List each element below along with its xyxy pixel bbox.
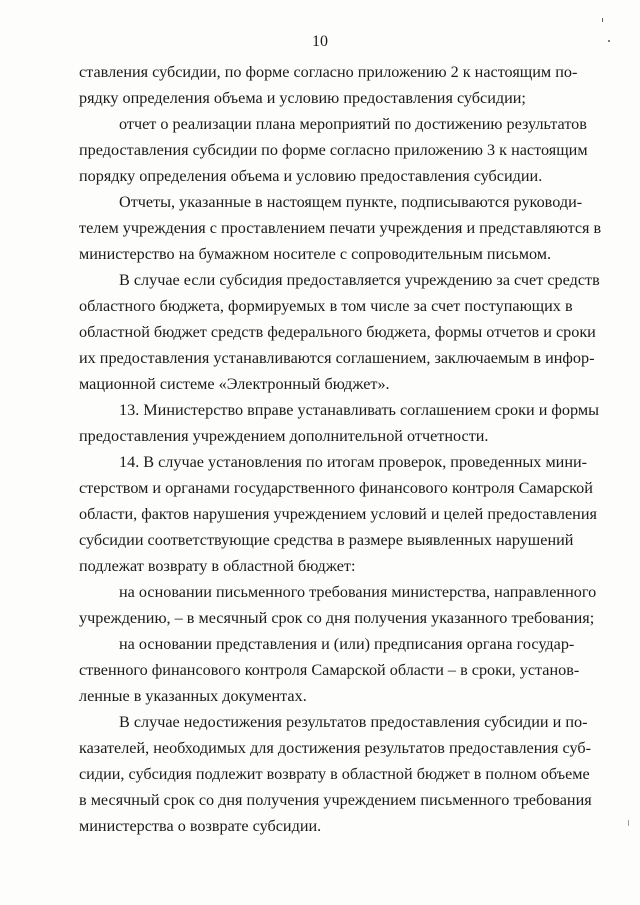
page-number: 10: [312, 33, 328, 50]
text-line: в месячный срок со дня получения учреждением письменного требования: [79, 791, 592, 809]
text-line: рядку определения объема и условию предоставления субсидии;: [79, 89, 526, 107]
scan-speck: [602, 18, 603, 22]
text-line: областного бюджета, формируемых в том числе за счет поступающих в: [79, 297, 573, 315]
text-line: сидии, субсидия подлежит возврату в областной бюджет в полном объеме: [79, 765, 590, 783]
text-line: 14. В случае установления по итогам проверок, проведенных мини-: [119, 453, 588, 471]
text-line: казателей, необходимых для достижения результатов предоставления суб-: [79, 739, 592, 757]
text-line: учреждению, – в месячный срок со дня получения указанного требования;: [79, 609, 595, 627]
text-line: отчет о реализации плана мероприятий по достижению результатов: [119, 115, 587, 133]
text-line: предоставления учреждением дополнительной отчетности.: [79, 427, 489, 445]
text-line: на основании представления и (или) предписания органа государ-: [119, 635, 575, 653]
text-line: В случае если субсидия предоставляется учреждению за счет средств: [119, 271, 600, 289]
text-line: субсидии соответствующие средства в размере выявленных нарушений: [79, 531, 574, 549]
text-line: ленные в указанных документах.: [79, 687, 307, 705]
text-line: В случае недостижения результатов предоставления субсидии и по-: [119, 713, 588, 731]
text-line: министерство на бумажном носителе с сопроводительным письмом.: [79, 245, 552, 263]
text-line: предоставления субсидии по форме согласно приложению 3 к настоящим: [79, 141, 588, 159]
text-line: ственного финансового контроля Самарской области – в сроки, установ-: [79, 661, 580, 679]
text-line: областной бюджет средств федерального бюджета, формы отчетов и сроки: [79, 323, 596, 341]
text-line: области, фактов нарушения учреждением условий и целей предоставления: [79, 505, 597, 523]
text-line: подлежат возврату в областной бюджет:: [79, 557, 356, 575]
text-line: 13. Министерство вправе устанавливать соглашением сроки и формы: [119, 401, 599, 419]
text-line: порядку определения объема и условию предоставления субсидии.: [79, 167, 543, 185]
text-line: мационной системе «Электронный бюджет».: [79, 375, 390, 393]
text-line: стерством и органами государственного финансового контроля Самарской: [79, 479, 593, 497]
text-line: Отчеты, указанные в настоящем пункте, подписываются руководи-: [119, 193, 583, 211]
text-line: их предоставления устанавливаются соглашением, заключаемым в инфор-: [79, 349, 595, 367]
document-body: [79, 59, 602, 839]
text-line: министерства о возврате субсидии.: [79, 817, 322, 835]
text-line: на основании письменного требования министерства, направленного: [119, 583, 597, 601]
text-line: телем учреждения с проставлением печати учреждения и представляются в: [79, 219, 602, 237]
text-line: ставления субсидии, по форме согласно приложению 2 к настоящим по-: [79, 63, 578, 81]
scan-speck: [628, 820, 629, 826]
